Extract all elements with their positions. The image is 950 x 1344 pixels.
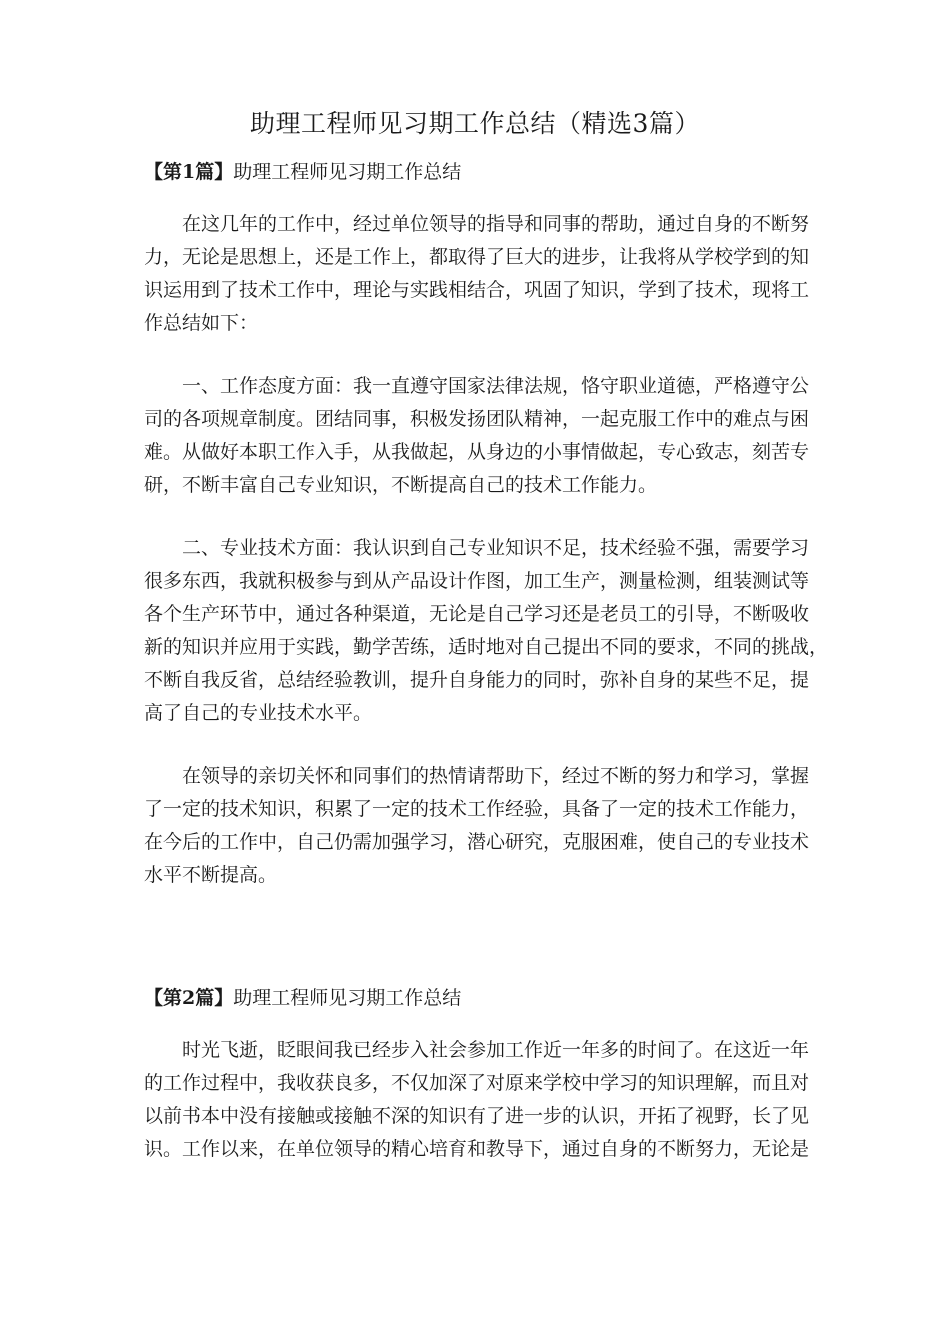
paragraph-line: 新的知识并应用于实践，勤学苦练，适时地对自己提出不同的要求，不同的挑战， bbox=[144, 636, 829, 658]
paragraph-line: 作总结如下： bbox=[144, 312, 259, 334]
paragraph-line: 研，不断丰富自己专业知识，不断提高自己的技术工作能力。 bbox=[144, 474, 658, 496]
section-2-heading bbox=[144, 984, 461, 1012]
paragraph-line: 难。从做好本职工作入手，从我做起，从身边的小事情做起，专心致志，刻苦专 bbox=[144, 441, 810, 463]
section-1-paragraph-1 bbox=[144, 208, 808, 340]
paragraph-line: 时光飞逝，眨眼间我已经步入社会参加工作近一年多的时间了。在这近一年 bbox=[182, 1039, 810, 1061]
section-2-heading-text: 助理工程师见习期工作总结 bbox=[233, 987, 462, 1009]
section-1-paragraph-3 bbox=[144, 532, 829, 730]
section-1-paragraph-4 bbox=[144, 760, 808, 892]
paragraph-line: 识。工作以来，在单位领导的精心培育和教导下，通过自身的不断努力，无论是 bbox=[144, 1138, 810, 1160]
paragraph-line: 力，无论是思想上，还是工作上，都取得了巨大的进步，让我将从学校学到的知 bbox=[144, 246, 810, 268]
paragraph-line: 水平不断提高。 bbox=[144, 864, 278, 886]
paragraph-line: 识运用到了技术工作中，理论与实践相结合，巩固了知识，学到了技术，现将工 bbox=[144, 279, 810, 301]
section-1-tag: 【第1篇】 bbox=[144, 161, 234, 183]
paragraph-line: 一、工作态度方面：我一直遵守国家法律法规，恪守职业道德，严格遵守公 bbox=[182, 375, 810, 397]
paragraph-line: 在这几年的工作中，经过单位领导的指导和同事的帮助，通过自身的不断努 bbox=[182, 213, 810, 235]
paragraph-line: 很多东西，我就积极参与到从产品设计作图，加工生产，测量检测，组装测试等 bbox=[144, 570, 810, 592]
paragraph-line: 在领导的亲切关怀和同事们的热情请帮助下，经过不断的努力和学习，掌握 bbox=[182, 765, 810, 787]
paragraph-line: 了一定的技术知识，积累了一定的技术工作经验，具备了一定的技术工作能力， bbox=[144, 798, 810, 820]
paragraph-line: 司的各项规章制度。团结同事，积极发扬团队精神，一起克服工作中的难点与困 bbox=[144, 408, 810, 430]
section-2-tag: 【第2篇】 bbox=[144, 987, 234, 1009]
document-title: 助理工程师见习期工作总结（精选3篇） bbox=[250, 109, 700, 138]
paragraph-line: 高了自己的专业技术水平。 bbox=[144, 702, 373, 724]
paragraph-line: 各个生产环节中，通过各种渠道，无论是自己学习还是老员工的引导，不断吸收 bbox=[144, 603, 810, 625]
section-1-heading bbox=[144, 158, 461, 186]
paragraph-line: 的工作过程中，我收获良多，不仅加深了对原来学校中学习的知识理解，而且对 bbox=[144, 1072, 810, 1094]
paragraph-line: 不断自我反省，总结经验教训，提升自身能力的同时，弥补自身的某些不足，提 bbox=[144, 669, 810, 691]
section-1-heading-text: 助理工程师见习期工作总结 bbox=[233, 161, 462, 183]
section-1-paragraph-2 bbox=[144, 370, 808, 502]
paragraph-line: 以前书本中没有接触或接触不深的知识有了进一步的认识，开拓了视野，长了见 bbox=[144, 1105, 810, 1127]
paragraph-line: 二、专业技术方面：我认识到自己专业知识不足，技术经验不强，需要学习 bbox=[182, 537, 810, 559]
paragraph-line: 在今后的工作中，自己仍需加强学习，潜心研究，克服困难，使自己的专业技术 bbox=[144, 831, 810, 853]
section-2-paragraph-1 bbox=[144, 1034, 808, 1166]
